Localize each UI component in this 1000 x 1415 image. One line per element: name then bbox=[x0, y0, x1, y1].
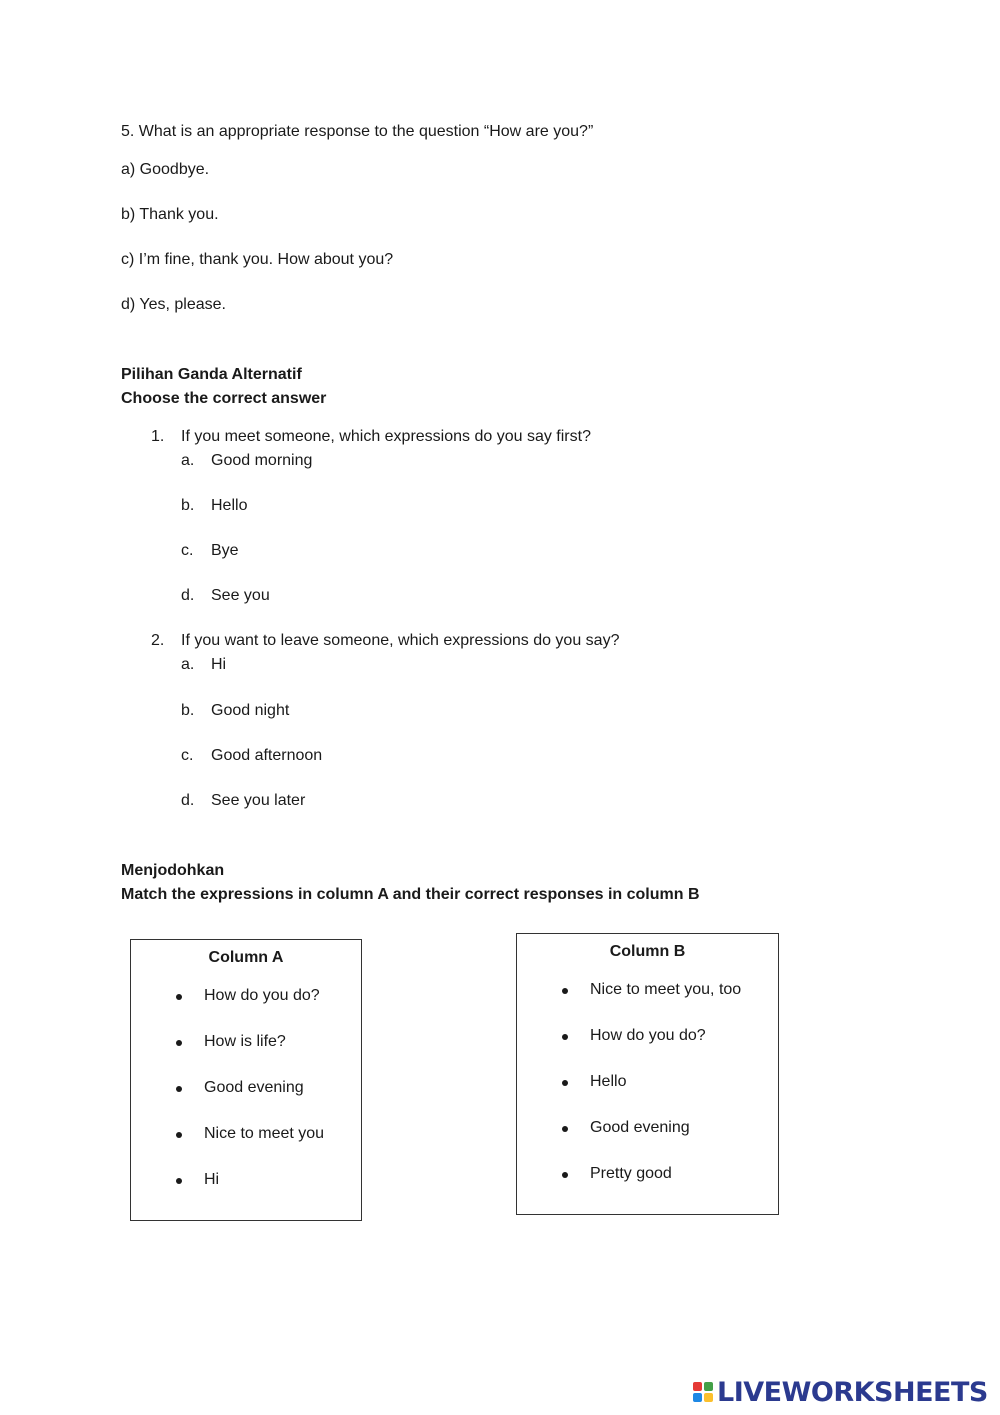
bullet-icon bbox=[176, 1178, 182, 1184]
pg-q2-option-b-letter: b. bbox=[181, 702, 195, 719]
pg-q1-option-a-letter: a. bbox=[181, 452, 195, 469]
pg-question-2-number: 2. bbox=[151, 632, 165, 649]
bullet-icon bbox=[562, 1034, 568, 1040]
column-a-item-4[interactable]: Nice to meet you bbox=[204, 1125, 325, 1142]
bullet-icon bbox=[562, 1172, 568, 1178]
pg-q1-option-b-letter: b. bbox=[181, 497, 195, 514]
bullet-icon bbox=[176, 1132, 182, 1138]
section-pg-title: Pilihan Ganda Alternatif bbox=[121, 366, 302, 383]
column-b-item-3[interactable]: Hello bbox=[590, 1073, 627, 1090]
pg-q1-option-a[interactable]: Good morning bbox=[211, 452, 313, 469]
pg-question-2-text: If you want to leave someone, which expressions do you say? bbox=[181, 632, 620, 649]
pg-q1-option-c-letter: c. bbox=[181, 542, 194, 559]
pg-q2-option-a[interactable]: Hi bbox=[211, 656, 227, 673]
pg-q2-option-d-letter: d. bbox=[181, 792, 195, 809]
bullet-icon bbox=[562, 1126, 568, 1132]
section-match-title: Menjodohkan bbox=[121, 862, 225, 879]
column-a-item-5[interactable]: Hi bbox=[204, 1171, 220, 1188]
section-pg-instruction: Choose the correct answer bbox=[121, 390, 327, 407]
pg-q2-option-b[interactable]: Good night bbox=[211, 702, 290, 719]
logo-grid-icon bbox=[693, 1382, 713, 1402]
pg-q2-option-d[interactable]: See you later bbox=[211, 792, 306, 809]
pg-q2-option-c-letter: c. bbox=[181, 747, 194, 764]
column-b-item-2[interactable]: How do you do? bbox=[590, 1027, 706, 1044]
bullet-icon bbox=[176, 994, 182, 1000]
question-5-stem: 5. What is an appropriate response to the question “How are you?” bbox=[121, 123, 594, 140]
column-b-title: Column B bbox=[609, 943, 686, 960]
section-match-instruction: Match the expressions in column A and their correct responses in column B bbox=[121, 886, 700, 903]
bullet-icon bbox=[176, 1086, 182, 1092]
column-b-box bbox=[516, 933, 779, 1215]
pg-question-1-number: 1. bbox=[151, 428, 165, 445]
column-a-item-1[interactable]: How do you do? bbox=[204, 987, 320, 1004]
column-b-item-5[interactable]: Pretty good bbox=[590, 1165, 672, 1182]
column-a-item-2[interactable]: How is life? bbox=[204, 1033, 286, 1050]
logo-square-icon bbox=[693, 1382, 702, 1391]
logo-square-icon bbox=[704, 1382, 713, 1391]
column-a-box bbox=[130, 939, 362, 1221]
pg-q2-option-a-letter: a. bbox=[181, 656, 195, 673]
pg-q1-option-c[interactable]: Bye bbox=[211, 542, 239, 559]
column-b-item-4[interactable]: Good evening bbox=[590, 1119, 690, 1136]
pg-q1-option-b[interactable]: Hello bbox=[211, 497, 248, 514]
bullet-icon bbox=[562, 1080, 568, 1086]
column-b-item-1[interactable]: Nice to meet you, too bbox=[590, 981, 742, 998]
logo-text: LIVEWORKSHEETS bbox=[717, 1376, 988, 1408]
pg-question-1-text: If you meet someone, which expressions do you say first? bbox=[181, 428, 591, 445]
bullet-icon bbox=[562, 988, 568, 994]
liveworksheets-logo[interactable] bbox=[693, 1376, 988, 1408]
bullet-icon bbox=[176, 1040, 182, 1046]
logo-square-icon bbox=[704, 1393, 713, 1402]
question-5-option-b[interactable]: b) Thank you. bbox=[121, 206, 219, 223]
pg-q1-option-d[interactable]: See you bbox=[211, 587, 270, 604]
question-5-option-d[interactable]: d) Yes, please. bbox=[121, 296, 226, 313]
column-a-title: Column A bbox=[208, 949, 284, 966]
logo-square-icon bbox=[693, 1393, 702, 1402]
question-5-option-c[interactable]: c) I’m fine, thank you. How about you? bbox=[121, 251, 394, 268]
pg-q1-option-d-letter: d. bbox=[181, 587, 195, 604]
pg-q2-option-c[interactable]: Good afternoon bbox=[211, 747, 323, 764]
question-5-option-a[interactable]: a) Goodbye. bbox=[121, 161, 210, 178]
column-a-item-3[interactable]: Good evening bbox=[204, 1079, 304, 1096]
